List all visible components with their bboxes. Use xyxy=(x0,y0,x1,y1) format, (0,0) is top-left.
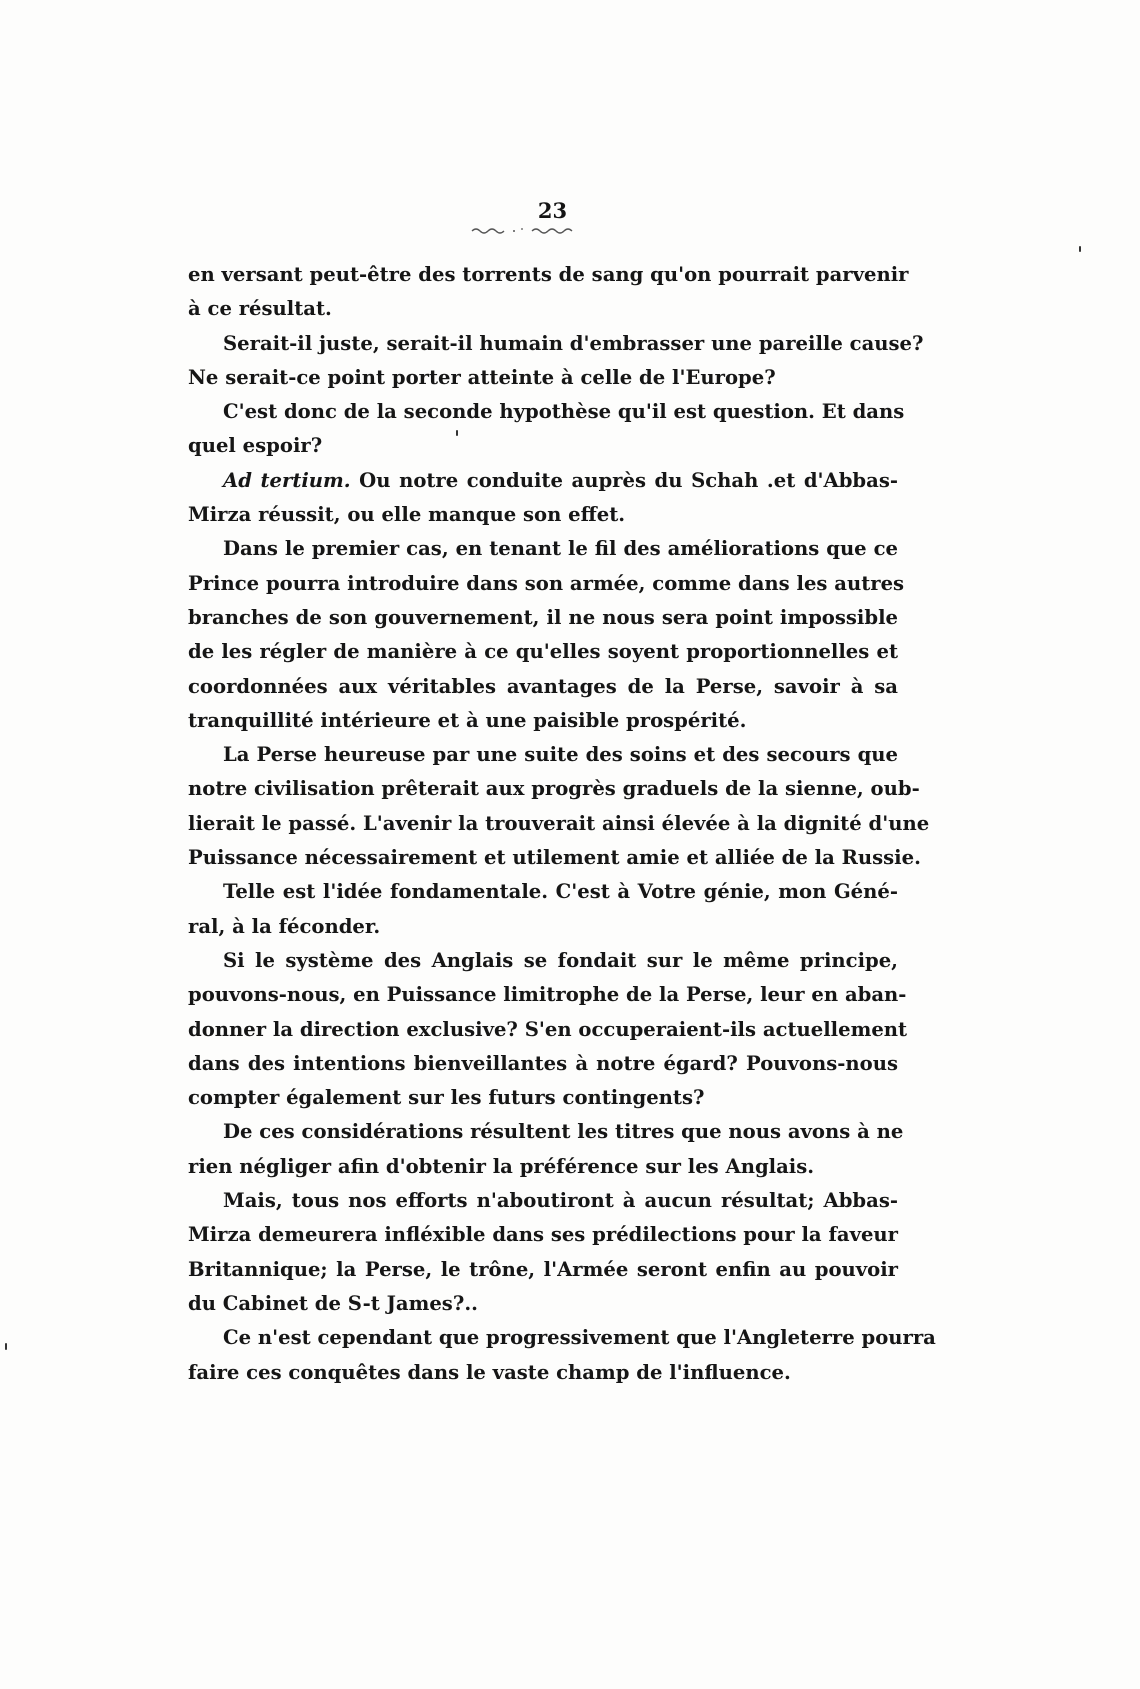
text-line: Puissance nécessairement et utilement amie et alliée de la Russie. xyxy=(188,846,921,870)
body-text xyxy=(188,258,936,1390)
text-line: tranquillité intérieure et à une paisible prospérité. xyxy=(188,708,747,732)
text-line: Mais, tous nos efforts n'aboutiront à aucun résultat; Abbas- xyxy=(223,1189,898,1213)
scan-speck xyxy=(1079,246,1081,252)
text-line: Mirza demeurera infléxible dans ses prédilections pour la faveur xyxy=(188,1223,898,1247)
text-line: notre civilisation prêterait aux progrès graduels de la sienne, oub- xyxy=(188,777,920,801)
page-number: 23 xyxy=(537,198,568,223)
text-line: La Perse heureuse par une suite des soins et des secours que xyxy=(223,743,898,767)
decorative-rule-icon xyxy=(470,224,620,236)
text-line: Prince pourra introduire dans son armée, comme dans les autres xyxy=(188,571,905,595)
text-line: C'est donc de la seconde hypothèse qu'il est question. Et dans xyxy=(223,400,905,424)
text-line: du Cabinet de S-t James?.. xyxy=(188,1291,478,1315)
text-line: dans des intentions bienveillantes à notre égard? Pouvons-nous xyxy=(188,1051,898,1075)
text-line: coordonnées aux véritables avantages de la Perse, savoir à sa xyxy=(188,674,898,698)
text-line: Ne serait-ce point porter atteinte à celle de l'Europe? xyxy=(188,365,776,389)
text-line: Serait-il juste, serait-il humain d'embrasser une pareille cause? xyxy=(223,331,924,355)
text-line: faire ces conquêtes dans le vaste champ de l'influence. xyxy=(188,1360,791,1384)
text-line: de les régler de manière à ce qu'elles soyent proportionnelles et xyxy=(188,640,898,664)
text-line: Dans le premier cas, en tenant le fil des améliorations que ce xyxy=(223,537,898,561)
text-line: Mirza réussit, ou elle manque son effet. xyxy=(188,503,626,527)
text-line: Ad tertium. Ou notre conduite auprès du Schah .et d'Abbas- xyxy=(223,468,898,492)
text-line: rien négliger afin d'obtenir la préférence sur les Anglais. xyxy=(188,1154,815,1178)
text-line: à ce résultat. xyxy=(188,297,332,321)
text-line: ral, à la féconder. xyxy=(188,914,381,938)
italic-phrase: Ad tertium. xyxy=(223,468,351,492)
text-line: branches de son gouvernement, il ne nous sera point impossible xyxy=(188,605,898,629)
text-line: Ce n'est cependant que progressivement que l'Angleterre pourra xyxy=(223,1326,936,1350)
text-line: Si le système des Anglais se fondait sur le même principe, xyxy=(223,948,898,972)
text-line: en versant peut-être des torrents de sang qu'on pourrait parvenir xyxy=(188,263,909,286)
scan-speck xyxy=(5,1343,7,1350)
text-line: Telle est l'idée fondamentale. C'est à Votre génie, mon Géné- xyxy=(223,880,898,904)
text-line: quel espoir? xyxy=(188,434,323,458)
text-line: compter également sur les futurs contingents? xyxy=(188,1086,705,1110)
text-line: lierait le passé. L'avenir la trouverait ainsi élevée à la dignité d'une xyxy=(188,811,930,835)
text-line: Britannique; la Perse, le trône, l'Armée seront enfin au pouvoir xyxy=(188,1257,898,1281)
text-line: De ces considérations résultent les titres que nous avons à ne xyxy=(223,1120,904,1144)
text-line: donner la direction exclusive? S'en occuperaient-ils actuellement xyxy=(188,1017,908,1041)
text-line: pouvons-nous, en Puissance limitrophe de la Perse, leur en aban- xyxy=(188,983,907,1007)
